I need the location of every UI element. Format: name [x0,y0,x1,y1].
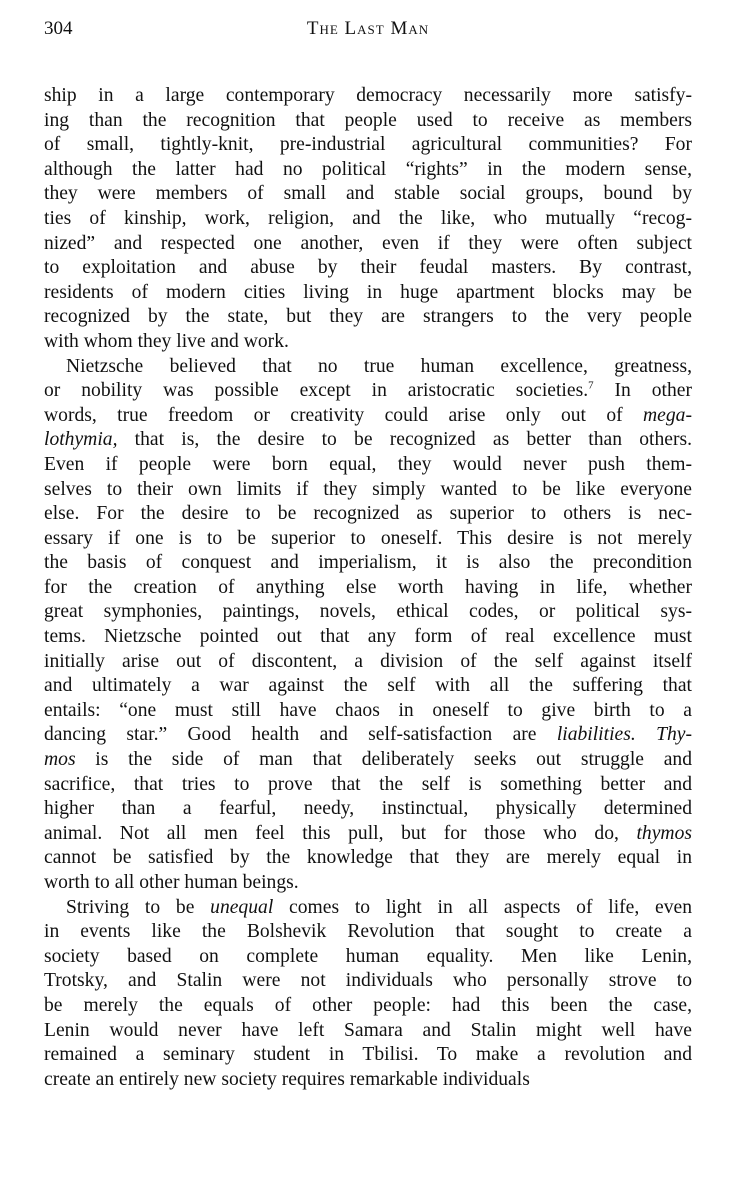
text-line [44,330,692,355]
text-line [44,281,692,306]
text-run: nized” and respected one another, even if they were often subject [44,232,692,254]
text-run: selves to their own limits if they simply wanted to be like everyone [44,478,692,500]
text-line [44,600,692,625]
text-run: be merely the equals of other people: had this been the case, [44,994,692,1016]
italic-text: unequal [210,896,274,918]
text-run: for the creation of anything else worth having in life, whether [44,576,692,598]
text-run: initially arise out of discontent, a division of the self against itself [44,650,692,672]
text-run: Even if people were born equal, they would never push them- [44,453,692,475]
italic-text: thymos [636,822,692,844]
text-run: and ultimately a war against the self with all the suffering that [44,675,692,697]
text-run: entails: “one must still have chaos in oneself to give birth to a [44,699,692,721]
text-run: to exploitation and abuse by their feudal masters. By contrast, [44,257,692,279]
text-run: ties of kinship, work, religion, and the like, who mutually “recog- [44,207,692,229]
italic-text: mega- [643,404,692,426]
body-text [44,84,692,1092]
text-run: great symphonies, paintings, novels, ethical codes, or political sys- [44,601,692,623]
text-line [44,699,692,724]
text-line [44,920,692,945]
text-line [44,133,692,158]
running-header [44,14,692,44]
paragraph [44,355,692,896]
page-number: 304 [44,18,73,39]
text-line [44,748,692,773]
text-line [44,551,692,576]
text-run: create an entirely new society requires remarkable individuals [44,1068,530,1090]
text-run: ship in a large contemporary democracy necessarily more satisfy- [44,85,692,106]
text-line [44,773,692,798]
text-line [44,723,692,748]
text-run: residents of modern cities living in huge apartment blocks may be [44,281,692,303]
text-run: Lenin would never have left Samara and Stalin might well have [44,1019,692,1041]
footnote-reference: 7 [588,379,594,392]
text-run: ing than the recognition that people used to receive as members [44,109,692,131]
text-line [44,379,692,404]
text-line [44,1019,692,1044]
text-run: that is, the desire to be recognized as better than others. [117,429,692,451]
book-page [44,14,692,1092]
text-line [44,404,692,429]
text-line [44,871,692,896]
running-title: The Last Man [306,18,430,39]
text-line [44,478,692,503]
paragraph [44,896,692,1093]
text-line [44,502,692,527]
text-line [44,650,692,675]
text-line [44,305,692,330]
text-run: society based on complete human equality. Men like Lenin, [44,945,692,967]
text-run: words, true freedom or creativity could arise only out of [44,404,644,426]
text-run: or nobility was possible except in aristocratic societies. [44,380,589,402]
text-line [44,1043,692,1068]
text-run: although the latter had no political “rights” in the modern sense, [44,158,692,180]
text-run: in events like the Bolshevik Revolution that sought to create a [44,921,692,943]
text-line [44,428,692,453]
text-line [44,84,692,109]
text-line [44,576,692,601]
text-run: worth to all other human beings. [44,872,299,893]
text-line [44,822,692,847]
text-run: higher than a fearful, needy, instinctual, physically determined [44,798,692,820]
text-line [44,453,692,478]
text-run: sacrifice, that tries to prove that the self is something better and [44,773,692,795]
text-run [636,724,656,745]
text-line [44,158,692,183]
text-line [44,846,692,871]
text-run: the basis of conquest and imperialism, it is also the precondition [44,552,692,574]
text-run: they were members of small and stable social groups, bound by [44,183,692,205]
text-run: is the side of man that deliberately seeks out struggle and [75,749,692,771]
text-line [44,674,692,699]
text-run: tems. Nietzsche pointed out that any form of real excellence must [44,626,692,648]
text-run: remained a seminary student in Tbilisi. To make a revolution and [44,1044,692,1066]
italic-text: lothymia, [44,429,118,451]
text-line [44,109,692,134]
text-line [44,1068,692,1093]
text-line [44,797,692,822]
text-run: cannot be satisfied by the knowledge that they are merely equal in [44,847,692,869]
paragraph [44,84,692,355]
text-line [44,256,692,281]
text-run: with whom they live and work. [44,330,289,352]
text-line [44,945,692,970]
text-run: Nietzsche believed that no true human excellence, greatness, [66,355,692,377]
text-run: comes to light in all aspects of life, even [273,896,692,918]
text-line [44,182,692,207]
text-run: recognized by the state, but they are strangers to the very people [44,306,692,328]
text-line [44,625,692,650]
text-line [44,896,692,921]
text-run: Trotsky, and Stalin were not individuals who personally strove to [44,970,692,992]
text-line [44,232,692,257]
italic-text: liabilities. [556,724,636,746]
text-run: Striving to be [66,896,211,918]
italic-text: mos [44,749,76,771]
text-line [44,994,692,1019]
text-line [44,527,692,552]
text-line [44,355,692,380]
text-line [44,207,692,232]
text-run: of small, tightly-knit, pre-industrial agricultural communities? For [44,134,692,156]
text-run: essary if one is to be superior to oneself. This desire is not merely [44,527,692,549]
text-line [44,969,692,994]
text-run: animal. Not all men feel this pull, but for those who do, [44,822,637,844]
text-run: dancing star.” Good health and self-satisfaction are [44,724,557,746]
text-run: else. For the desire to be recognized as superior to others is nec- [44,503,692,525]
text-run: In other [593,380,692,402]
italic-text: Thy- [656,724,692,746]
